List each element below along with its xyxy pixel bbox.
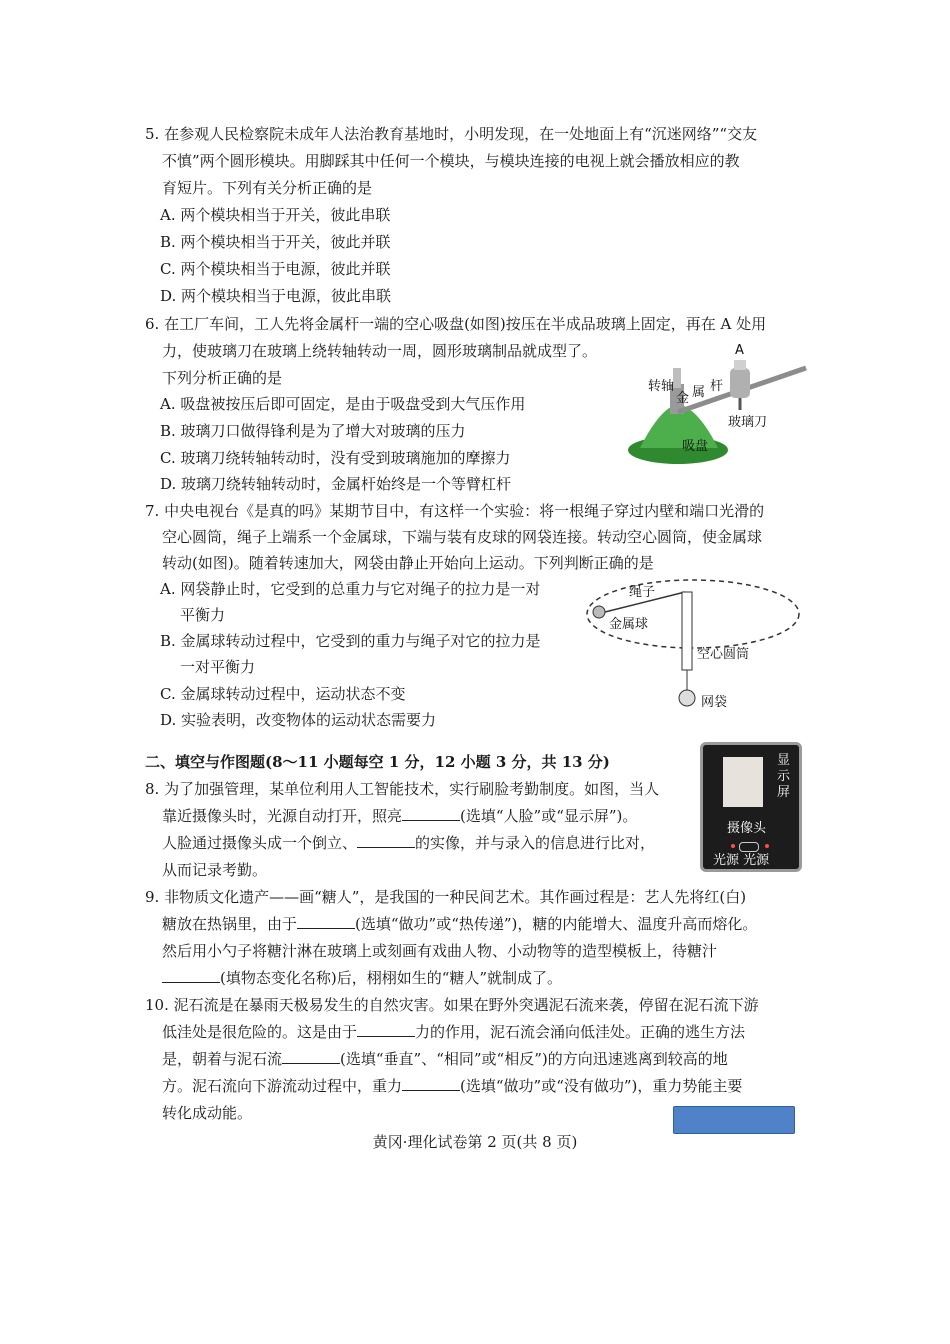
q6-option-b: B. 玻璃刀口做得锋利是为了增大对玻璃的压力 <box>160 422 466 440</box>
q9-line-2-text-a: 糖放在热锅里，由于 <box>162 915 298 933</box>
label-cup: 吸盘 <box>682 439 709 454</box>
label-light: 光源 光源 <box>713 853 770 868</box>
q7-option-d: D. 实验表明，改变物体的运动状态需要力 <box>160 711 437 729</box>
hollow-tube <box>682 592 692 670</box>
q8-line-2-text-a: 靠近摄像头时，光源自动打开，照亮 <box>162 807 403 825</box>
q6-line-2: 力，使玻璃刀在玻璃上绕转轴转动一周，圆形玻璃制品就成型了。 <box>162 342 598 360</box>
q9-line-4 <box>162 968 562 988</box>
label-rod-1: 金 <box>676 391 690 406</box>
q10-line-3-text-a: 是，朝着与泥石流 <box>162 1050 283 1068</box>
display-screen <box>723 757 763 807</box>
q7-line-1: 7. 中央电视台《是真的吗》某期节目中，有这样一个实验：将一根绳子穿过内壁和端口光滑的 <box>145 502 765 520</box>
label-tube: 空心圆筒 <box>697 647 750 662</box>
q6-line-1: 6. 在工厂车间，工人先将金属杆一端的空心吸盘(如图)按压在半成品玻璃上固定，再在 A 处用 <box>145 315 767 333</box>
q5-option-d: D. 两个模块相当于电源，彼此串联 <box>160 287 392 305</box>
q7-option-a: A. 网袋静止时，它受到的总重力与它对绳子的拉力是一对 <box>160 580 541 598</box>
q8-line-4: 从而记录考勤。 <box>162 861 268 879</box>
q7-option-b-cont: 一对平衡力 <box>180 658 256 676</box>
q10-line-4 <box>162 1076 742 1096</box>
q7-option-b: B. 金属球转动过程中，它受到的重力与绳子对它的拉力是 <box>160 632 541 650</box>
light-dot-right <box>765 844 769 848</box>
q5-line-1: 5. 在参观人民检察院未成年人法治教育基地时，小明发现，在一处地面上有“沉迷网络”“交友 <box>145 125 758 143</box>
label-camera: 摄像头 <box>727 821 767 836</box>
q5-line-2: 不慎”两个圆形模块。用脚踩其中任何一个模块，与模块连接的电视上就会播放相应的教 <box>162 152 740 170</box>
q10-line-3-text-b: (选填“垂直”、“相同”或“相反”)的方向迅速逃离到较高的地 <box>340 1050 728 1068</box>
q10-line-2 <box>162 1022 745 1042</box>
cutter-body <box>730 368 750 398</box>
q9-line-1: 9. 非物质文化遗产——画“糖人”，是我国的一种民间艺术。其作画过程是：艺人先将红(白) <box>145 888 747 906</box>
label-a: A <box>735 343 744 358</box>
q10-blank-3[interactable] <box>402 1076 460 1091</box>
glass-cutter-figure <box>620 338 810 468</box>
q5-line-3: 育短片。下列有关分析正确的是 <box>162 179 373 197</box>
attendance-device-figure <box>700 742 802 872</box>
rotation-path <box>587 580 799 648</box>
label-screen-2: 示 <box>777 769 791 784</box>
q8-line-2 <box>162 806 637 826</box>
page-footer: 黄冈·理化试卷第 2 页(共 8 页) <box>372 1133 578 1151</box>
camera-lens <box>739 842 759 852</box>
q10-line-5: 转化成动能。 <box>162 1104 253 1122</box>
axis-pin <box>673 368 681 388</box>
q7-line-3: 转动(如图)。随着转速加大，网袋由静止开始向上运动。下列判断正确的是 <box>162 554 654 572</box>
q6-option-a: A. 吸盘被按压后即可固定，是由于吸盘受到大气压作用 <box>160 395 526 413</box>
q5-option-a: A. 两个模块相当于开关，彼此串联 <box>160 206 391 224</box>
q9-blank-1[interactable] <box>297 914 355 929</box>
q6-option-c: C. 玻璃刀绕转轴转动时，没有受到玻璃施加的摩擦力 <box>160 449 511 467</box>
label-rope: 绳子 <box>629 585 656 600</box>
q10-blank-2[interactable] <box>282 1049 340 1064</box>
q9-line-2 <box>162 914 757 934</box>
q8-line-3 <box>162 833 655 853</box>
q8-line-2-text-b: (选填“人脸”或“显示屏”)。 <box>460 807 638 825</box>
q8-blank-1[interactable] <box>402 806 460 821</box>
q8-blank-2[interactable] <box>357 833 415 848</box>
label-screen-3: 屏 <box>777 785 791 800</box>
q8-line-3-text-b: 的实像，并与录入的信息进行比对， <box>415 834 656 852</box>
q5-option-c: C. 两个模块相当于电源，彼此并联 <box>160 260 391 278</box>
q10-line-2-text-b: 力的作用，泥石流会涌向低洼处。正确的逃生方法 <box>415 1023 746 1041</box>
q10-line-3 <box>162 1049 728 1069</box>
label-ball: 金属球 <box>609 617 649 632</box>
q7-line-2: 空心圆筒，绳子上端系一个金属球，下端与装有皮球的网袋连接。转动空心圆筒，使金属球 <box>162 528 763 546</box>
light-dot-left <box>731 844 735 848</box>
cutter-top <box>734 360 746 370</box>
label-knife: 玻璃刀 <box>728 415 768 430</box>
q10-line-4-text-b: (选填“做功”或“没有做功”)，重力势能主要 <box>460 1077 743 1095</box>
q10-line-1: 10. 泥石流是在暴雨天极易发生的自然灾害。如果在野外突遇泥石流来袭，停留在泥石流下游 <box>145 996 759 1014</box>
label-rod-3: 杆 <box>710 379 724 394</box>
q6-option-d: D. 玻璃刀绕转轴转动时，金属杆始终是一个等臂杠杆 <box>160 475 512 493</box>
net-bag <box>679 690 695 706</box>
label-bag: 网袋 <box>701 695 728 710</box>
q9-blank-2[interactable] <box>162 968 220 983</box>
label-axis: 转轴 <box>648 379 675 394</box>
q8-line-3-text-a: 人脸通过摄像头成一个倒立、 <box>162 834 358 852</box>
q9-line-3: 然后用小勺子将糖汁淋在玻璃上或刻画有戏曲人物、小动物等的造型模板上，待糖汁 <box>162 942 718 960</box>
spinning-ball-figure <box>585 574 805 714</box>
metal-ball <box>593 606 605 618</box>
q6-line-3: 下列分析正确的是 <box>162 369 283 387</box>
blue-rectangle <box>673 1106 795 1134</box>
q10-line-2-text-a: 低洼处是很危险的。这是由于 <box>162 1023 358 1041</box>
label-rod-2: 属 <box>692 385 706 400</box>
q5-option-b: B. 两个模块相当于开关，彼此并联 <box>160 233 391 251</box>
section-2-title: 二、填空与作图题(8～11 小题每空 1 分，12 小题 3 分，共 13 分) <box>145 753 610 771</box>
label-screen-1: 显 <box>777 753 791 768</box>
q10-line-4-text-a: 方。泥石流向下游流动过程中，重力 <box>162 1077 403 1095</box>
q7-option-c: C. 金属球转动过程中，运动状态不变 <box>160 685 406 703</box>
q9-line-4-text-b: (填物态变化名称)后，栩栩如生的“糖人”就制成了。 <box>220 969 563 987</box>
q9-line-2-text-b: (选填“做功”或“热传递”)，糖的内能增大、温度升高而熔化。 <box>355 915 758 933</box>
q7-option-a-cont: 平衡力 <box>180 606 226 624</box>
q8-line-1: 8. 为了加强管理，某单位利用人工智能技术，实行刷脸考勤制度。如图，当人 <box>145 780 660 798</box>
q10-blank-1[interactable] <box>357 1022 415 1037</box>
